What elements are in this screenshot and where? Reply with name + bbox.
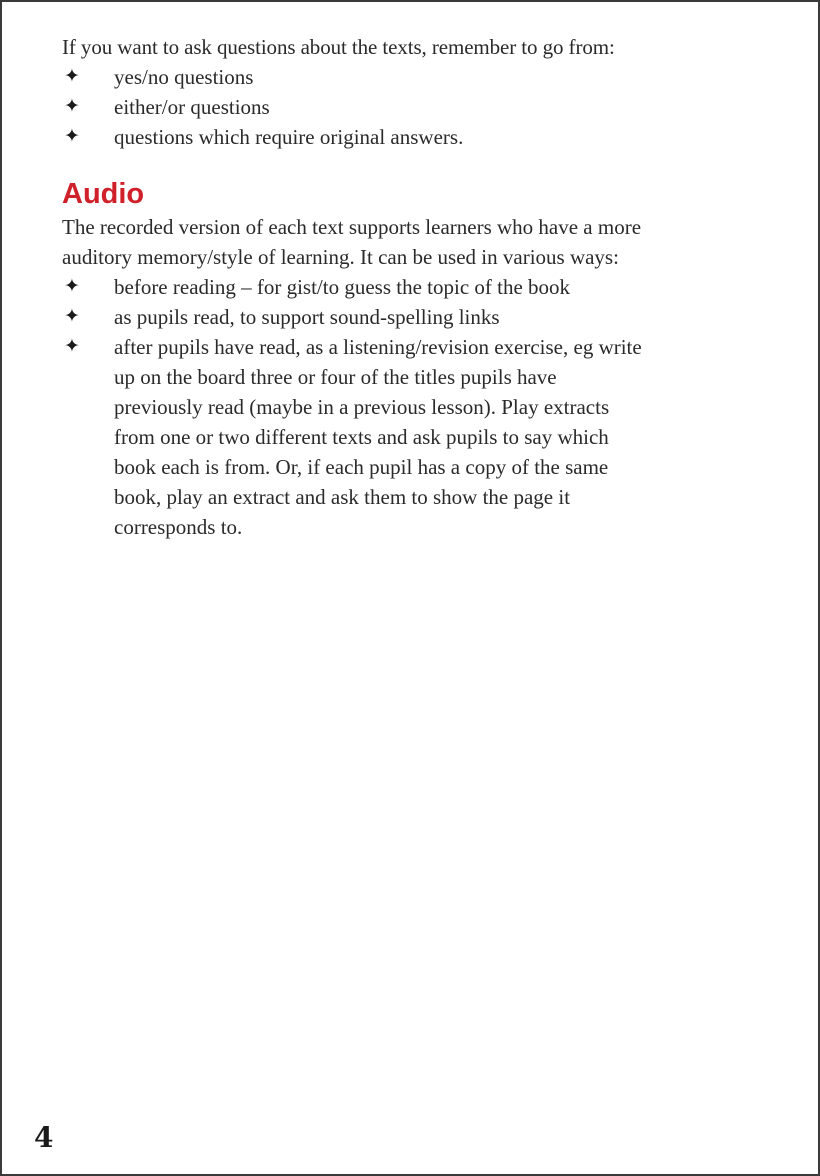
list-item-line: after pupils have read, as a listening/revision exercise, eg write — [114, 335, 642, 359]
list-item — [62, 62, 762, 92]
paragraph-line: auditory memory/style of learning. It can be used in various ways: — [62, 245, 619, 269]
four-point-star-bullet-icon: ✦ — [64, 336, 80, 357]
section-heading-audio: Audio — [62, 178, 145, 210]
list-item-line: book, play an extract and ask them to show the page it — [114, 485, 571, 509]
list-item — [62, 122, 762, 152]
intro-text: If you want to ask questions about the texts, remember to go from: — [62, 35, 615, 59]
four-point-star-bullet-icon: ✦ — [64, 276, 80, 297]
list-item — [62, 272, 762, 302]
list-item-text: yes/no questions — [114, 65, 254, 89]
list-item-line: corresponds to. — [114, 515, 243, 539]
four-point-star-bullet-icon: ✦ — [64, 126, 80, 147]
audio-uses-list — [62, 272, 762, 542]
four-point-star-bullet-icon: ✦ — [64, 306, 80, 327]
list-item — [62, 332, 762, 542]
paragraph-line: The recorded version of each text supports learners who have a more — [62, 215, 642, 239]
list-item-line: book each is from. Or, if each pupil has a copy of the same — [114, 455, 609, 479]
page-number: 4 — [34, 1121, 54, 1154]
list-item-text: questions which require original answers. — [114, 125, 464, 149]
list-item-line: previously read (maybe in a previous lesson). Play extracts — [114, 395, 610, 419]
list-item — [62, 92, 762, 122]
page-content — [62, 32, 762, 542]
list-item — [62, 302, 762, 332]
list-item-text: before reading – for gist/to guess the topic of the book — [114, 275, 571, 299]
four-point-star-bullet-icon: ✦ — [64, 66, 80, 87]
list-item-line: up on the board three or four of the titles pupils have — [114, 365, 557, 389]
audio-paragraph — [62, 212, 762, 272]
question-types-list — [62, 62, 762, 152]
list-item-line: from one or two different texts and ask pupils to say which — [114, 425, 609, 449]
list-item-text: as pupils read, to support sound-spelling links — [114, 305, 500, 329]
four-point-star-bullet-icon: ✦ — [64, 96, 80, 117]
list-item-text — [114, 335, 642, 539]
list-item-text: either/or questions — [114, 95, 270, 119]
